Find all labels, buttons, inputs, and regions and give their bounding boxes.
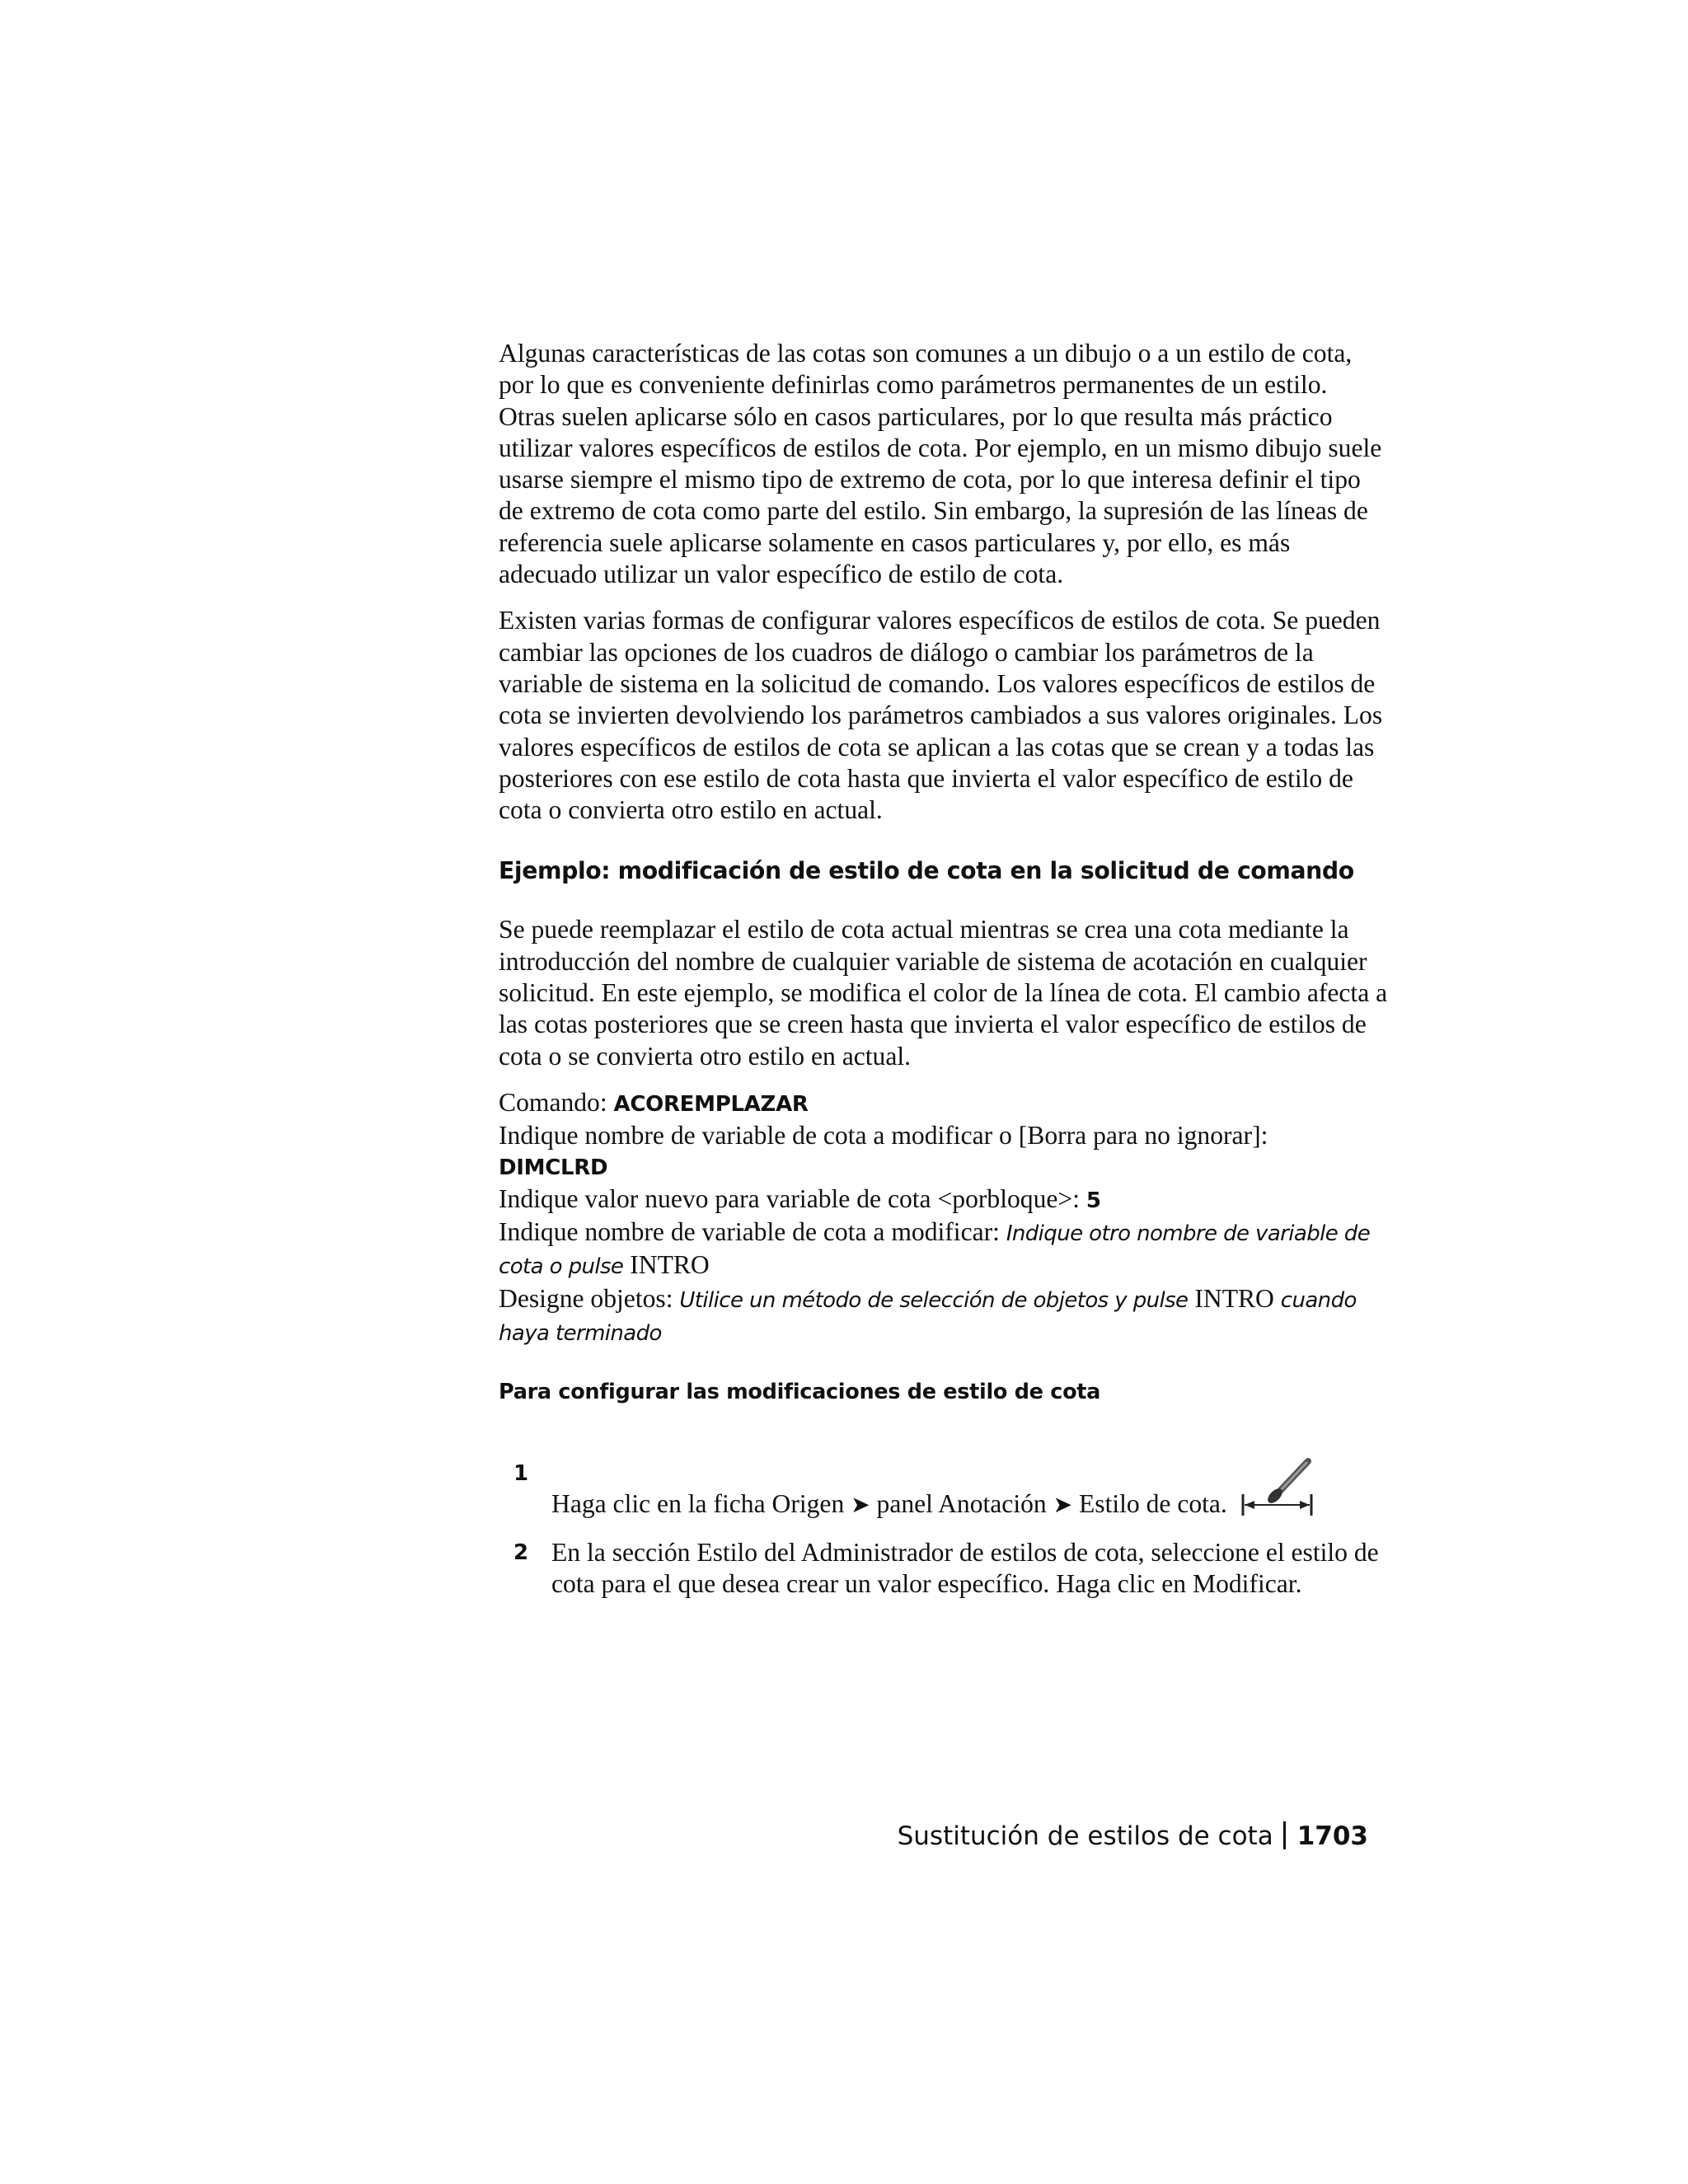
page-content: [499, 338, 1389, 1600]
intro-paragraph: Algunas características de las cotas son comunes a un dibujo o a un estilo de cota, por lo que es conveniente definirlas como parámetros permanentes de un estilo. Otras suelen aplicarse sólo en casos particulares, por lo que resulta más práctico utilizar valores específicos de estilos de cota. Por ejemplo, en un mismo dibujo suele usarse siempre el mismo tipo de extremo de cota, por lo que interesa definir el tipo de extremo de cota como parte del estilo. Sin embargo, la supresión de las líneas de referencia suele aplicarse solamente en casos particulares y, por ello, es más adecuado utilizar un valor específico de estilo de cota.: [499, 339, 1382, 589]
arrow-icon: ➤: [851, 1493, 870, 1519]
example-heading: Ejemplo: modificación de estilo de cota en la solicitud de comando: [499, 857, 1354, 885]
command-line-4: Indique valor nuevo para variable de cota <porbloque>: 5: [499, 1183, 1101, 1213]
dimension-style-icon: [1240, 1458, 1315, 1517]
step-number: 1: [513, 1461, 529, 1487]
section-title: Sustitución de estilos de cota: [897, 1821, 1273, 1851]
command-line-1: Comando: ACOREMPLAZAR: [499, 1087, 809, 1117]
step-2: 2 En la sección Estilo del Administrador de estilos de cota, seleccione el estilo de cota para el que desea crear un valor específico. Haga clic en Modificar.: [513, 1537, 1379, 1598]
command-line-3: DIMCLRD: [499, 1155, 608, 1180]
command-line-6: Designe objetos: Utilice un método de selección de objetos y pulse INTRO cuando haya terminado: [499, 1283, 1357, 1347]
procedure-steps: [499, 1458, 1389, 1600]
command-example: [499, 1087, 1389, 1349]
command-line-5: Indique nombre de variable de cota a modificar: Indique otro nombre de variable de cota o pulse INTRO: [499, 1217, 1371, 1280]
override-methods-paragraph: Existen varias formas de configurar valores específicos de estilos de cota. Se pueden cambiar las opciones de los cuadros de diálogo o cambiar los parámetros de la variable de sistema en la solicitud de comando. Los valores específicos de estilos de cota se invierten devolviendo los parámetros cambiados a sus valores originales. Los valores específicos de estilos de cota se aplican a las cotas que se crean y a todas las posteriores con ese estilo de cota hasta que invierta el valor específico de estilo de cota o convierta otro estilo en actual.: [499, 606, 1383, 825]
command-line-2: Indique nombre de variable de cota a modificar o [Borra para no ignorar]:: [499, 1121, 1268, 1151]
page-number: 1703: [1296, 1821, 1368, 1851]
example-paragraph: Se puede reemplazar el estilo de cota actual mientras se crea una cota mediante la introducción del nombre de cualquier variable de sistema de acotación en cualquier solicitud. En este ejemplo, se modifica el color de la línea de cota. El cambio afecta a las cotas posteriores que se creen hasta que invierta el valor específico de estilos de cota o se convierta otro estilo en actual.: [499, 915, 1388, 1071]
procedure-heading: Para configurar las modificaciones de estilo de cota: [499, 1380, 1101, 1405]
footer-separator: [1283, 1821, 1286, 1849]
step-number: 2: [513, 1540, 529, 1565]
page-footer: [898, 1820, 1368, 1853]
step-1: 1 Haga clic en la ficha Origen ➤ panel Anotación ➤ Estilo de cota.: [499, 1458, 1389, 1521]
arrow-icon: ➤: [1053, 1493, 1073, 1519]
command-input: ACOREMPLAZAR: [613, 1091, 809, 1117]
